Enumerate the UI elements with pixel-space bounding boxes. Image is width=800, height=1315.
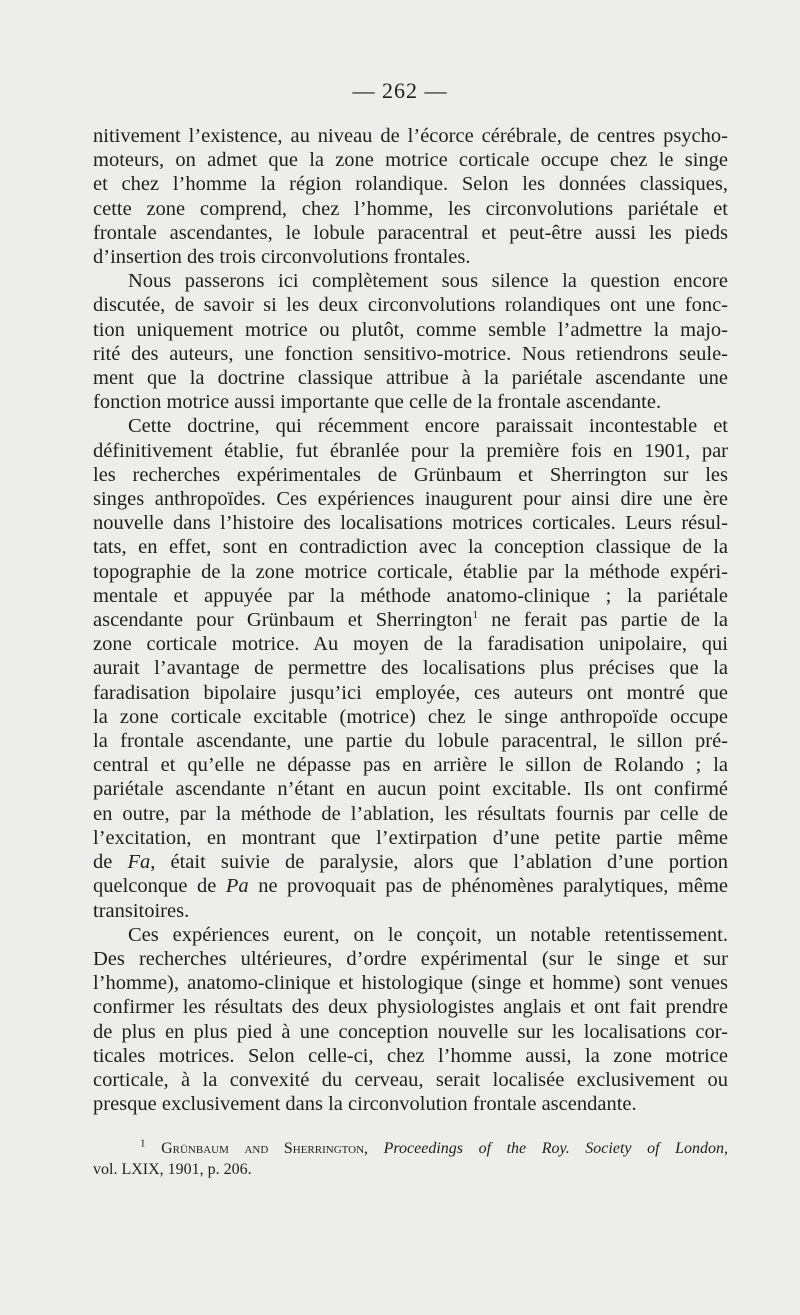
italic-abbreviation-fa: Fa <box>127 851 151 874</box>
text-line: l’excitation, en montrant que l’extirpation d’une petite partie même <box>93 826 728 849</box>
footnote-citation: vol. LXIX, 1901, p. 206. <box>93 1161 252 1178</box>
text-line: ment que la doctrine classique attribue à la pariétale ascendante une <box>93 367 728 390</box>
body-text <box>93 124 728 1116</box>
footnote-marker: 1 <box>140 1137 146 1150</box>
text-line: Ces expériences eurent, on le conçoit, un notable retentissement. <box>128 923 728 946</box>
text-line: pariétale ascendante n’étant en aucun point excitable. Ils ont confirmé <box>93 778 728 801</box>
text-line: discutée, de savoir si les deux circonvolutions rolandiques ont une fonc- <box>93 294 728 317</box>
italic-abbreviation-pa: Pa <box>225 875 249 898</box>
text-line: frontale ascendantes, le lobule paracentral et peut-être aussi les pieds <box>93 221 728 244</box>
footnote-reference[interactable]: 1 <box>472 609 479 622</box>
text-fragment: ascendante pour Grünbaum et Sherrington <box>93 609 473 632</box>
text-line: les recherches expérimentales de Grünbaum et Sherrington sur les <box>93 463 728 486</box>
text-line: de plus en plus pied à une conception nouvelle sur les localisations cor- <box>93 1020 728 1043</box>
text-line: confirmer les résultats des deux physiologistes anglais et ont fait prendre <box>93 996 728 1019</box>
text-line: en outre, par la méthode de l’ablation, les résultats fournis par celle de <box>93 802 728 825</box>
text-line: corticale, à la convexité du cerveau, serait localisée exclusivement ou <box>93 1068 728 1091</box>
footnote-authors: Grünbaum and Sherrington, <box>161 1140 369 1157</box>
text-line: tion uniquement motrice ou plutôt, comme semble l’admettre la majo- <box>93 318 728 341</box>
text-line: l’homme), anatomo-clinique et histologique (singe et homme) sont venues <box>93 972 728 995</box>
text-line: Des recherches ultérieures, d’ordre expérimental (sur le singe et sur <box>93 947 728 970</box>
paragraph-1 <box>93 124 728 269</box>
text-fragment: , était suivie de paralysie, alors que l’ablation d’une portion <box>150 851 728 874</box>
text-line: nitivement l’existence, au niveau de l’écorce cérébrale, de centres psycho- <box>93 125 728 147</box>
text-line: central et qu’elle ne dépasse pas en arrière le sillon de Rolando ; la <box>93 754 728 777</box>
text-line: ticales motrices. Selon celle-ci, chez l’homme aussi, la zone motrice <box>93 1044 728 1067</box>
text-line: singes anthropoïdes. Ces expériences inaugurent pour ainsi dire une ère <box>93 488 728 511</box>
footnote-line <box>93 1138 728 1159</box>
text-fragment: ne ferait pas partie de la <box>478 609 728 632</box>
text-line: tats, en effet, sont en contradiction avec la conception classique de la <box>93 536 728 559</box>
text-line: la zone corticale excitable (motrice) chez le singe anthropoïde occupe <box>93 705 728 728</box>
text-fragment: ne provoquait pas de phénomènes paralytiques, même <box>248 875 729 898</box>
page-number: — 262 — <box>352 78 448 103</box>
text-line: cette zone comprend, chez l’homme, les circonvolutions pariétale et <box>93 197 728 220</box>
text-line: fonction motrice aussi importante que celle de la frontale ascendante. <box>93 391 662 414</box>
text-line: d’insertion des trois circonvolutions frontales. <box>93 246 471 269</box>
text-line-with-footnote-ref <box>93 608 728 632</box>
text-line-with-italic <box>93 850 728 874</box>
text-line: zone corticale motrice. Au moyen de la faradisation unipolaire, qui <box>93 633 728 656</box>
text-line: nouvelle dans l’histoire des localisations motrices corticales. Leurs résul- <box>93 512 728 535</box>
text-line: Nous passerons ici complètement sous silence la question encore <box>128 270 728 293</box>
paragraph-3 <box>93 414 728 922</box>
footnote <box>93 1138 728 1180</box>
text-line: rité des auteurs, une fonction sensitivo-motrice. Nous retiendrons seule- <box>93 342 728 365</box>
text-line: Cette doctrine, qui récemment encore paraissait incontestable et <box>128 415 728 438</box>
text-line: définitivement établie, fut ébranlée pour la première fois en 1901, par <box>93 439 728 462</box>
paragraph-2 <box>93 269 728 414</box>
text-line: mentale et appuyée par la méthode anatomo-clinique ; la pariétale <box>93 584 728 607</box>
text-line-with-italic <box>93 874 728 898</box>
text-line: topographie de la zone motrice corticale, établie par la méthode expéri- <box>93 560 728 583</box>
text-line: faradisation bipolaire jusqu’ici employée, ces auteurs ont montré que <box>93 681 728 704</box>
text-fragment: quelconque de <box>93 875 226 898</box>
text-line: aurait l’avantage de permettre des localisations plus précises que la <box>93 657 728 680</box>
text-line: et chez l’homme la région rolandique. Selon les données classiques, <box>93 173 728 196</box>
text-line: transitoires. <box>93 899 190 922</box>
text-line: moteurs, on admet que la zone motrice corticale occupe chez le singe <box>93 149 728 172</box>
paragraph-4 <box>93 923 728 1117</box>
text-line: la frontale ascendante, une partie du lobule paracentral, le sillon pré- <box>93 730 728 753</box>
text-fragment: de <box>93 851 128 874</box>
footnote-journal: Proceedings of the Roy. Society of London, <box>383 1140 728 1157</box>
text-line: presque exclusivement dans la circonvolution frontale ascendante. <box>93 1093 637 1116</box>
